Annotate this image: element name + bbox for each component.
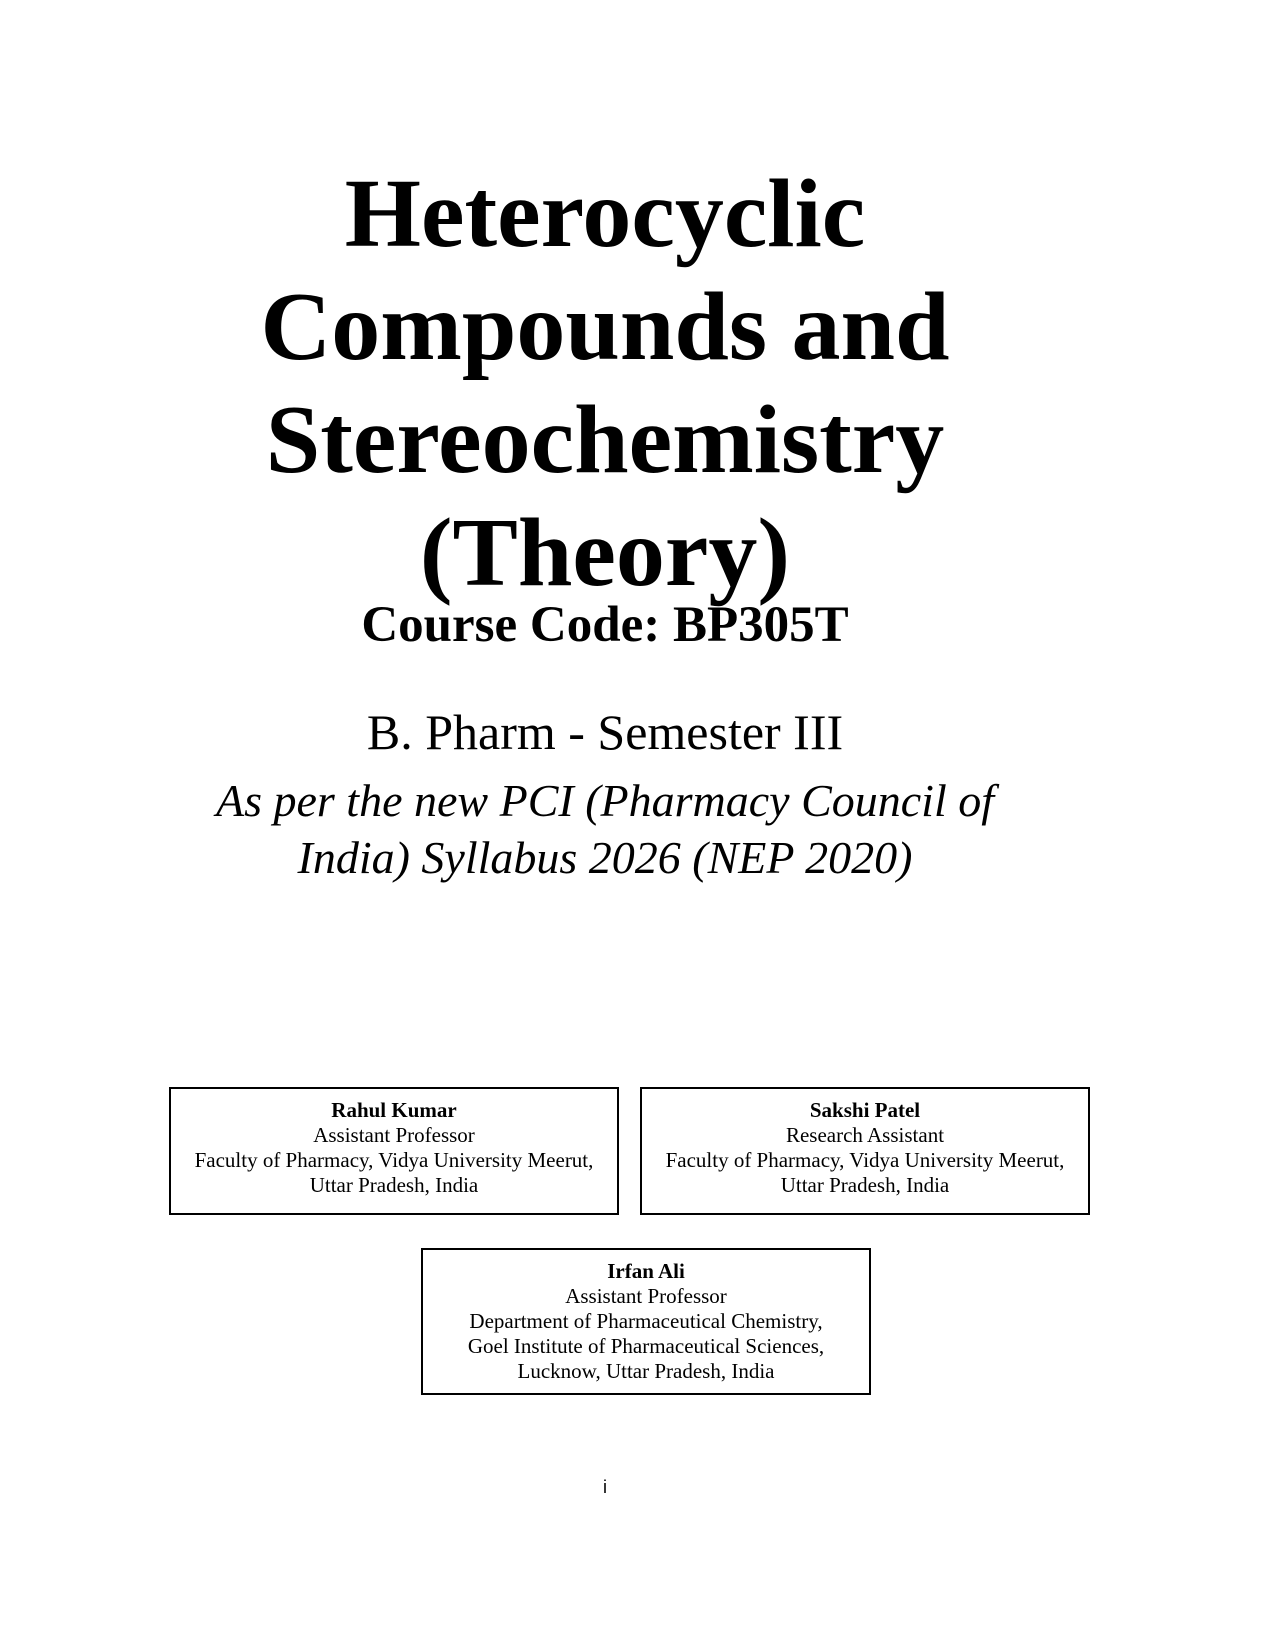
syllabus-note — [0, 772, 1210, 886]
author-card — [421, 1248, 871, 1395]
author-name: Irfan Ali — [607, 1259, 685, 1283]
page-number: i — [603, 1477, 607, 1497]
book-title-line: Heterocyclic — [344, 160, 866, 268]
author-location: Uttar Pradesh, India — [309, 1173, 479, 1197]
course-code: Course Code: BP305T — [361, 597, 849, 653]
author-department: Department of Pharmaceutical Chemistry, — [469, 1309, 823, 1333]
book-title-line: (Theory) — [419, 499, 791, 607]
author-name: Rahul Kumar — [331, 1098, 457, 1122]
author-card — [640, 1087, 1090, 1215]
author-designation: Assistant Professor — [565, 1284, 727, 1308]
book-title — [0, 158, 1210, 610]
program-semester: B. Pharm - Semester III — [366, 704, 844, 760]
author-location: Lucknow, Uttar Pradesh, India — [517, 1359, 775, 1383]
author-location: Uttar Pradesh, India — [780, 1173, 950, 1197]
author-designation: Research Assistant — [785, 1123, 945, 1147]
author-affiliation: Faculty of Pharmacy, Vidya University Meerut, — [194, 1148, 594, 1172]
syllabus-line: India) Syllabus 2026 (NEP 2020) — [297, 832, 913, 883]
book-title-line: Stereochemistry — [265, 386, 945, 494]
author-designation: Assistant Professor — [313, 1123, 475, 1147]
syllabus-line: As per the new PCI (Pharmacy Council of — [215, 775, 995, 826]
author-card — [169, 1087, 619, 1215]
author-name: Sakshi Patel — [809, 1098, 921, 1122]
author-affiliation: Goel Institute of Pharmaceutical Sciences, — [467, 1334, 825, 1358]
book-title-line: Compounds and — [260, 273, 950, 381]
author-affiliation: Faculty of Pharmacy, Vidya University Meerut, — [665, 1148, 1065, 1172]
